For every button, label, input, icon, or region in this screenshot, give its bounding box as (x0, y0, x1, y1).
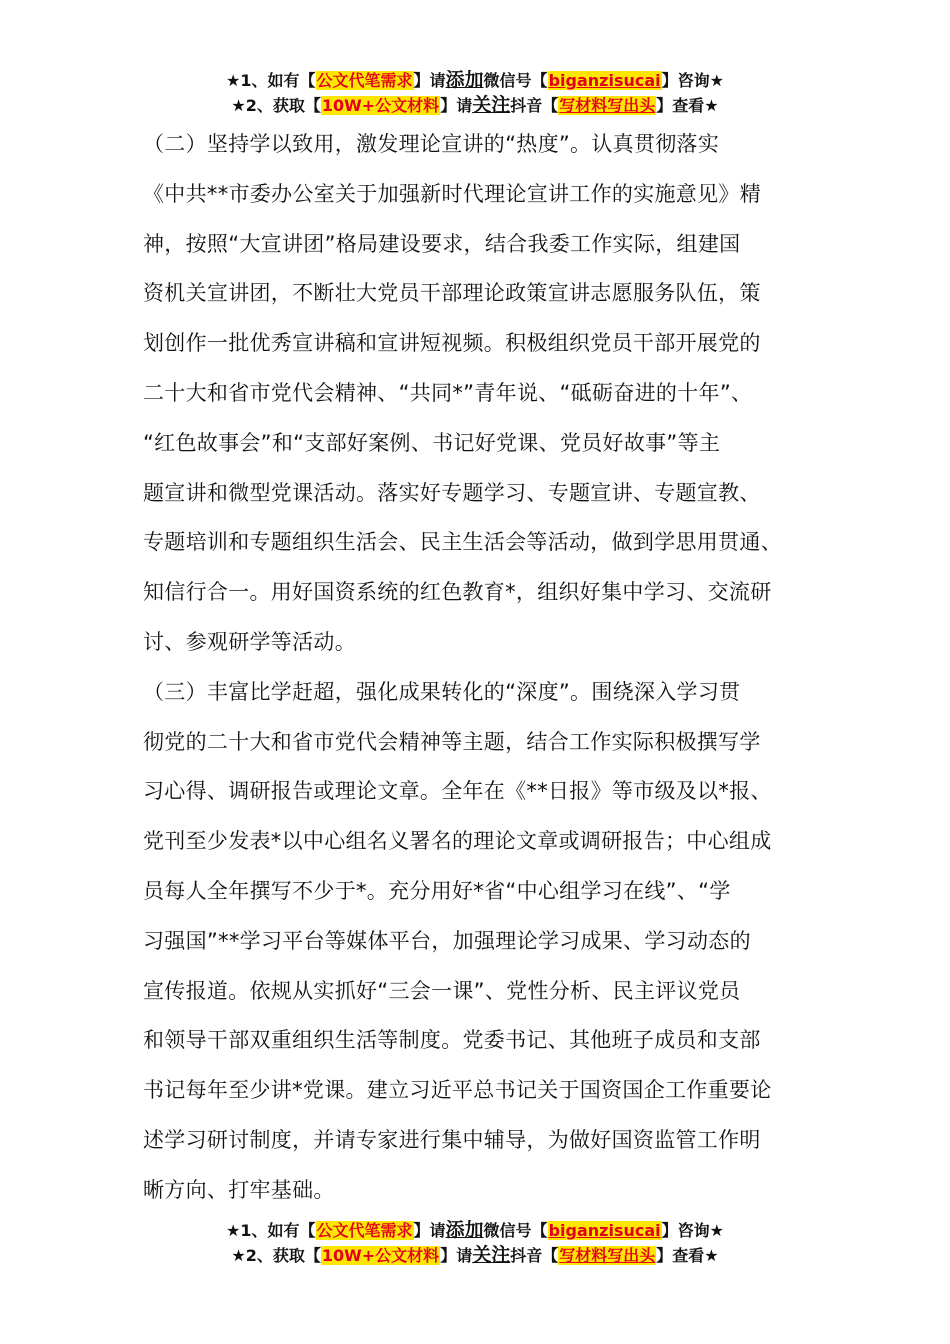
highlight-douyin-account: 写材料写出头 (559, 96, 656, 115)
text-line: 晰方向、打牢基础。 (143, 1177, 335, 1202)
banner-text: 】请 (440, 1246, 473, 1265)
banner-line-2 (0, 1243, 950, 1268)
banner-text: 微信号【 (483, 71, 548, 90)
text-line: 和领导干部双重组织生活等制度。党委书记、其他班子成员和支部 (143, 1028, 761, 1053)
banner-text: ★2、获取【 (231, 96, 321, 115)
text-line: 神，按照“大宣讲团”格局建设要求，结合我委工作实际，组建国 (143, 231, 741, 256)
banner-text: 】请 (440, 96, 473, 115)
banner-text: 抖音【 (510, 1246, 559, 1265)
header-banner (0, 68, 950, 118)
banner-text: ★2、获取【 (231, 1246, 321, 1265)
banner-text: 微信号【 (483, 1221, 548, 1240)
text-line: （二）坚持学以致用，激发理论宣讲的“热度”。认真贯彻落实 (143, 132, 720, 156)
banner-line-2 (0, 93, 950, 118)
banner-text: 】咨询★ (661, 71, 724, 90)
banner-text: 】请 (413, 1221, 446, 1240)
paragraph-3 (143, 668, 823, 1216)
text-line: 二十大和省市党代会精神、“共同*”青年说、“砥砺奋进的十年”、 (143, 380, 753, 405)
paragraph-2 (143, 120, 823, 668)
banner-text: 】查看★ (656, 1246, 719, 1265)
highlight-wechat-id: biganzisucai (548, 71, 661, 90)
text-line: 党刊至少发表*以中心组名义署名的理论文章或调研报告；中心组成 (143, 829, 772, 854)
banner-text: 】查看★ (656, 96, 719, 115)
text-line: 讨、参观研学等活动。 (143, 629, 356, 654)
highlight-materials: 10W+公文材料 (321, 1246, 440, 1265)
banner-text: 】请 (413, 71, 446, 90)
text-line: 题宣讲和微型党课活动。落实好专题学习、专题宣讲、专题宣教、 (143, 480, 761, 505)
banner-emphasis: 关注 (472, 94, 511, 116)
highlight-douyin-account: 写材料写出头 (559, 1246, 656, 1265)
banner-emphasis: 添加 (445, 69, 484, 91)
footer-banner (0, 1218, 950, 1268)
text-line: 习强国”**学习平台等媒体平台，加强理论学习成果、学习动态的 (143, 928, 751, 953)
text-line: 习心得、调研报告或理论文章。全年在《**日报》等市级及以*报、 (143, 779, 772, 804)
text-line: 彻党的二十大和省市党代会精神等主题，结合工作实际积极撰写学 (143, 729, 761, 754)
banner-line-1 (0, 1218, 950, 1243)
banner-emphasis: 关注 (472, 1244, 511, 1266)
banner-text: ★1、如有【 (226, 71, 316, 90)
text-line: 知信行合一。用好国资系统的红色教育*，组织好集中学习、交流研 (143, 580, 772, 605)
text-line: （三）丰富比学赶超，强化成果转化的“深度”。围绕深入学习贯 (143, 679, 741, 704)
highlight-wechat-id: biganzisucai (548, 1221, 661, 1240)
banner-text: 】咨询★ (661, 1221, 724, 1240)
highlight-service: 公文代笔需求 (316, 71, 413, 90)
text-line: 员每人全年撰写不少于*。充分用好*省“中心组学习在线”、“学 (143, 878, 731, 903)
text-line: 《中共**市委办公室关于加强新时代理论宣讲工作的实施意见》精 (143, 181, 761, 206)
banner-emphasis: 添加 (445, 1219, 484, 1241)
text-line: 专题培训和专题组织生活会、民主生活会等活动，做到学思用贯通、 (143, 530, 782, 555)
text-line: 资机关宣讲团，不断壮大党员干部理论政策宣讲志愿服务队伍，策 (143, 281, 761, 306)
text-line: “红色故事会”和“支部好案例、书记好党课、党员好故事”等主 (143, 430, 721, 455)
banner-text: ★1、如有【 (226, 1221, 316, 1240)
text-line: 宣传报道。依规从实抓好“三会一课”、党性分析、民主评议党员 (143, 978, 741, 1003)
banner-line-1 (0, 68, 950, 93)
banner-text: 抖音【 (510, 96, 559, 115)
highlight-materials: 10W+公文材料 (321, 96, 440, 115)
document-body (143, 120, 823, 1216)
text-line: 划创作一批优秀宣讲稿和宣讲短视频。积极组织党员干部开展党的 (143, 331, 761, 356)
highlight-service: 公文代笔需求 (316, 1221, 413, 1240)
text-line: 述学习研讨制度，并请专家进行集中辅导，为做好国资监管工作明 (143, 1127, 761, 1152)
text-line: 书记每年至少讲*党课。建立习近平总书记关于国资国企工作重要论 (143, 1078, 772, 1103)
